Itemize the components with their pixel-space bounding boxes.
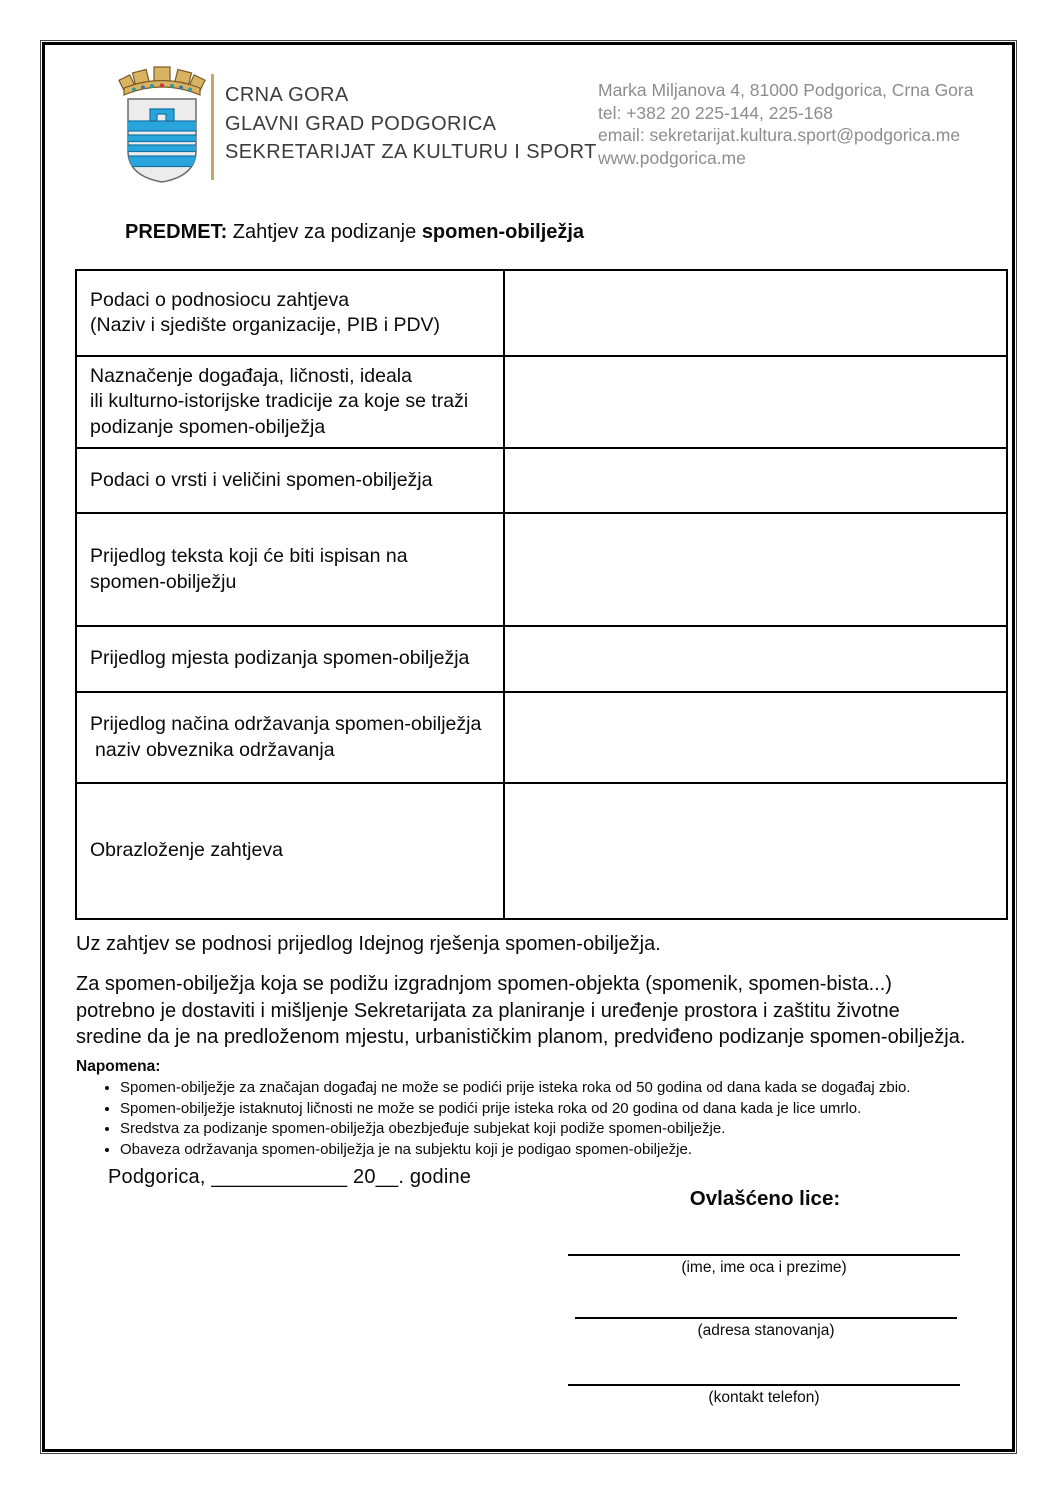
row-value-type-size	[505, 449, 1006, 512]
table-row	[77, 357, 1006, 449]
row-value-justification	[505, 784, 1006, 918]
contact-website: www.podgorica.me	[598, 147, 746, 168]
napomena-bullet: • Spomen-obilježje istaknutoj ličnosti ne može se podići prije isteka roka od 20 godina od dana kada je lice umrlo.	[120, 1099, 964, 1120]
body-paragraph: Za spomen-obilježja koja se podižu izgradnjom spomen-objekta (spomenik, spomen-bista...) potrebno je dostaviti i mišljenje Sekretarijata za planiranje i uređenje prostora i zaštitu životne sredine da je na predloženom mjestu, urbanističkim planom, predviđeno podizanje spomen-obilježja.	[76, 973, 966, 1048]
subject-line	[125, 221, 584, 244]
signature-block-phone	[568, 1384, 960, 1407]
date-place-line	[108, 1166, 471, 1189]
row-value-applicant	[505, 271, 1006, 355]
subject-text: Zahtjev za podizanje	[232, 221, 417, 243]
contact-email: email: sekretarijat.kultura.sport@podgorica.me	[598, 125, 961, 145]
napomena-bullet-list	[104, 1078, 964, 1160]
signature-caption-address: (adresa stanovanja)	[697, 1322, 835, 1339]
row-label-type-size: Podaci o vrsti i veličini spomen-obilježja	[77, 449, 505, 512]
header-separator	[211, 74, 214, 180]
table-row	[77, 271, 1006, 357]
signature-block-name	[568, 1254, 960, 1277]
authorized-person-label: Ovlašćeno lice:	[689, 1187, 841, 1210]
table-row	[77, 514, 1006, 627]
date-city: Podgorica,	[108, 1166, 206, 1188]
row-label-location: Prijedlog mjesta podizanja spomen-obilježja	[77, 627, 505, 691]
podgorica-coat-of-arms-icon	[117, 64, 207, 186]
row-value-maintenance	[505, 693, 1006, 782]
row-label-inscription: Prijedlog teksta koji će biti ispisan na spomen-obilježju	[77, 514, 505, 625]
row-value-location	[505, 627, 1006, 691]
date-blank: ____________	[211, 1166, 348, 1188]
org-line-secretariat: SEKRETARIJAT ZA KULTURU I SPORT	[225, 141, 597, 163]
signature-caption-phone: (kontakt telefon)	[708, 1389, 820, 1406]
napomena-label: Napomena:	[76, 1058, 161, 1075]
table-row	[77, 449, 1006, 514]
contact-info	[598, 79, 973, 169]
row-label-maintenance: Prijedlog načina održavanja spomen-obilježja naziv obveznika održavanja	[77, 693, 505, 782]
organization-title	[225, 81, 597, 167]
row-label-event: Naznačenje događaja, ličnosti, ideala ili kulturno-istorijske tradicije za koje se traži podizanje spomen-obilježja	[77, 357, 505, 447]
table-row	[77, 784, 1006, 918]
napomena-bullet: • Sredstva za podizanje spomen-obilježja obezbjeđuje subjekat koji podiže spomen-obilježje.	[120, 1119, 964, 1140]
org-line-city: GLAVNI GRAD PODGORICA	[225, 112, 497, 135]
row-value-inscription	[505, 514, 1006, 625]
row-label-applicant: Podaci o podnosiocu zahtjeva (Naziv i sjedište organizacije, PIB i PDV)	[77, 271, 505, 355]
table-row	[77, 693, 1006, 784]
request-form-table	[75, 269, 1008, 920]
table-row	[77, 627, 1006, 693]
signature-caption-name: (ime, ime oca i prezime)	[681, 1259, 847, 1276]
napomena-bullet: • Obaveza održavanja spomen-obilježja je na subjektu koji je podigao spomen-obilježje.	[120, 1140, 964, 1161]
subject-text-bold: spomen-obilježja	[421, 221, 585, 243]
contact-phone: tel: +382 20 225-144, 225-168	[598, 102, 833, 123]
attachment-note: Uz zahtjev se podnosi prijedlog Idejnog rješenja spomen-obilježja.	[76, 933, 661, 955]
date-year: 20__. godine	[353, 1166, 472, 1188]
org-line-country: CRNA GORA	[225, 84, 349, 106]
signature-block-address	[575, 1317, 957, 1340]
napomena-bullet: • Spomen-obilježje za značajan događaj ne može se podići prije isteka roka od 50 godina od dana kada se događaj zbio.	[120, 1078, 964, 1099]
contact-address: Marka Miljanova 4, 81000 Podgorica, Crna Gora	[598, 80, 974, 100]
row-label-justification: Obrazloženje zahtjeva	[77, 784, 505, 918]
subject-label: PREDMET:	[125, 221, 228, 243]
row-value-event	[505, 357, 1006, 447]
